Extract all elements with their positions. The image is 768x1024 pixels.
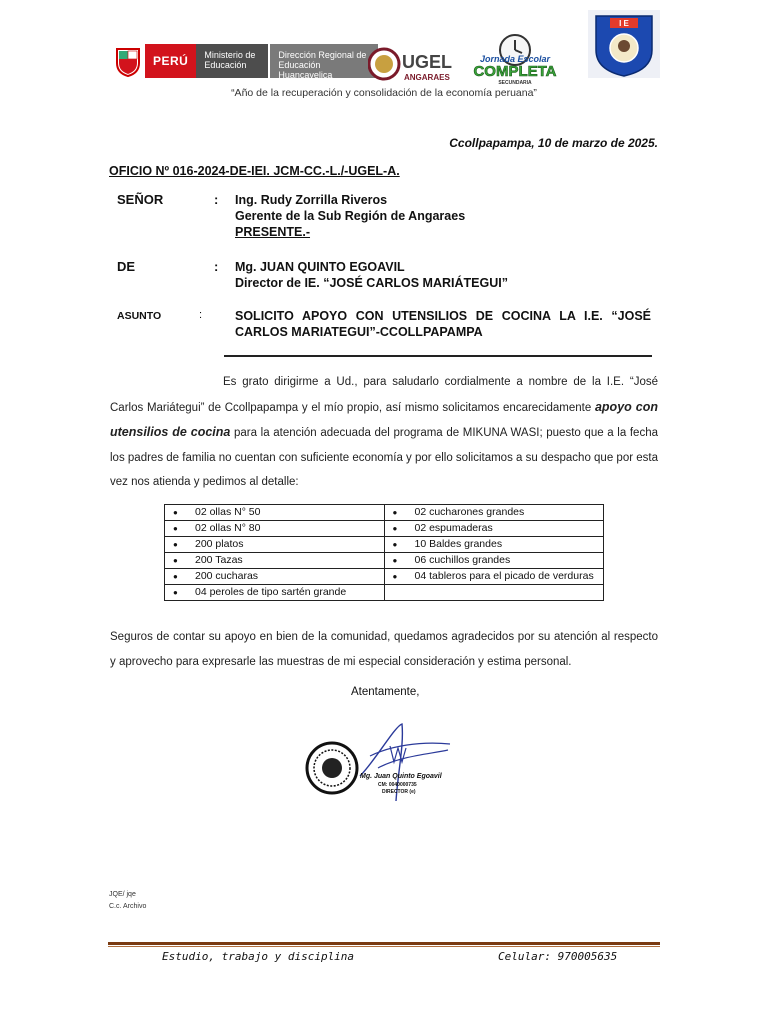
footer-motto: Estudio, trabajo y disciplina — [162, 950, 355, 963]
footer-divider — [108, 942, 660, 945]
table-row — [165, 585, 604, 601]
bullet-icon: ● — [173, 540, 178, 549]
bullet-icon: ● — [173, 524, 178, 533]
bullet-icon: ● — [173, 556, 178, 565]
body-p1-start: Es grato dirigirme a Ud., para saludarlo cordialmente a nombre de la I.E. “José Carlos Mariátegui” de Ccollpapampa y el mío propio, así mismo solicitamos encarecidamente — [110, 376, 658, 414]
closing-text: Atentamente, — [351, 686, 420, 698]
recipient-name: Ing. Rudy Zorrilla Riveros — [235, 193, 388, 207]
item-text: 200 platos — [195, 538, 244, 550]
item-cell-left — [165, 569, 385, 585]
bullet-icon: ● — [173, 508, 178, 517]
sender-block — [235, 259, 508, 291]
senor-colon: : — [214, 192, 219, 207]
year-motto: “Año de la recuperación y consolidación de la economía peruana” — [231, 87, 537, 99]
item-cell-right — [384, 569, 604, 585]
item-text: 02 ollas N° 50 — [195, 506, 261, 518]
item-cell-right — [384, 521, 604, 537]
recipient-block — [235, 192, 465, 240]
item-text: 200 Tazas — [195, 554, 243, 566]
item-text: 02 ollas N° 80 — [195, 522, 261, 534]
sender-position: Director de IE. “JOSÉ CARLOS MARIÁTEGUI” — [235, 276, 508, 290]
ie-badge-text: I E — [619, 19, 629, 28]
item-text: 04 peroles de tipo sartén grande — [195, 586, 347, 598]
jornada-top-text: Jornada Escolar — [479, 54, 551, 64]
footer-divider-thin — [108, 946, 660, 947]
signature-role: DIRECTOR (e) — [382, 789, 416, 795]
item-text: 10 Baldes grandes — [414, 538, 503, 550]
ugel-angaraes-logo — [368, 44, 452, 84]
bullet-icon: ● — [392, 508, 398, 517]
recipient-presente: PRESENTE.- — [235, 225, 311, 239]
item-cell-right — [384, 537, 604, 553]
table-row — [165, 505, 604, 521]
item-cell-left — [165, 521, 385, 537]
sender-name: Mg. JUAN QUINTO EGOAVIL — [235, 260, 405, 274]
item-cell-right — [384, 553, 604, 569]
bullet-icon: ● — [392, 556, 398, 565]
bullet-icon: ● — [392, 540, 398, 549]
jornada-main-text: COMPLETA — [473, 63, 557, 80]
senor-label: SEÑOR — [117, 192, 164, 207]
signature-dni: CM: 0040000735 — [378, 782, 417, 788]
peru-ministry-logo — [111, 44, 378, 78]
ugel-logo-text: UGEL — [402, 52, 452, 72]
ministry-label: Ministerio de Educación — [196, 44, 268, 78]
item-cell-left — [165, 537, 385, 553]
bullet-icon: ● — [173, 572, 178, 581]
asunto-text: SOLICITO APOYO CON UTENSILIOS DE COCINA LA I.E. “JOSÉ CARLOS MARIATEGUI”-CCOLLPAPAMPA — [235, 309, 651, 339]
item-cell-left — [165, 505, 385, 521]
jornada-escolar-completa-logo — [460, 30, 570, 85]
initials: JQE/ jqe — [109, 891, 136, 898]
item-cell-left — [165, 585, 385, 601]
subject-divider — [224, 355, 652, 357]
table-row — [165, 553, 604, 569]
table-row — [165, 569, 604, 585]
item-text: 04 tableros para el picado de verduras — [414, 570, 594, 582]
asunto-label: ASUNTO — [117, 310, 162, 322]
jornada-sub-text: SECUNDARIA — [498, 80, 532, 85]
body-p1-end: para la atención adecuada del programa de MIKUNA WASI; puesto que a la fecha los padres de familia no cuentan con suficiente economía y por ello solicitamos a su despacho que por esta vez nos atienda y pedimos al detalle: — [110, 427, 658, 488]
body-paragraph-2: Seguros de contar su apoyo en bien de la comunidad, quedamos agradecidos por su atención al respecto y aprovecho para expresarle las muestras de mi especial consideración y estima personal. — [110, 631, 658, 668]
table-row — [165, 521, 604, 537]
body-paragraph-1 — [110, 370, 658, 495]
item-text: 06 cuchillos grandes — [414, 554, 511, 566]
de-label: DE — [117, 259, 136, 274]
footer-phone: Celular: 970005635 — [498, 950, 618, 963]
item-cell-right — [384, 505, 604, 521]
body-p1-emphasis: apoyo con utensilios de cocina — [110, 399, 658, 439]
bullet-icon: ● — [392, 524, 398, 533]
reference-initials — [109, 889, 146, 913]
letter-date: Ccollpapampa, 10 de marzo de 2025. — [449, 136, 658, 150]
item-text: 200 cucharas — [195, 570, 259, 582]
copy-archive: C.c. Archivo — [109, 903, 147, 910]
ugel-sub-text: ANGARAES — [404, 73, 450, 82]
oficio-number: OFICIO Nº 016-2024-DE-IEI. JCM-CC.-L./-UGEL-A. — [109, 164, 400, 178]
recipient-position: Gerente de la Sub Región de Angaraes — [235, 209, 466, 223]
school-emblem-logo — [588, 10, 660, 78]
director-signature-and-seal — [300, 716, 460, 816]
bullet-icon: ● — [173, 588, 178, 597]
signature-name: Mg. Juan Quinto Egoavil — [360, 773, 442, 780]
item-text: 02 espumaderas — [414, 522, 493, 534]
items-table — [164, 504, 604, 601]
bullet-icon: ● — [392, 572, 398, 581]
peru-coat-of-arms-icon — [111, 44, 145, 78]
item-cell-left — [165, 553, 385, 569]
peru-label: PERÚ — [145, 44, 196, 78]
item-text: 02 cucharones grandes — [414, 506, 525, 518]
de-colon: : — [214, 259, 219, 274]
regional-direction-label: Dirección Regional de Educación Huancavelica — [270, 44, 378, 78]
table-row — [165, 537, 604, 553]
item-cell-right — [384, 585, 604, 601]
asunto-colon: : — [199, 309, 203, 321]
